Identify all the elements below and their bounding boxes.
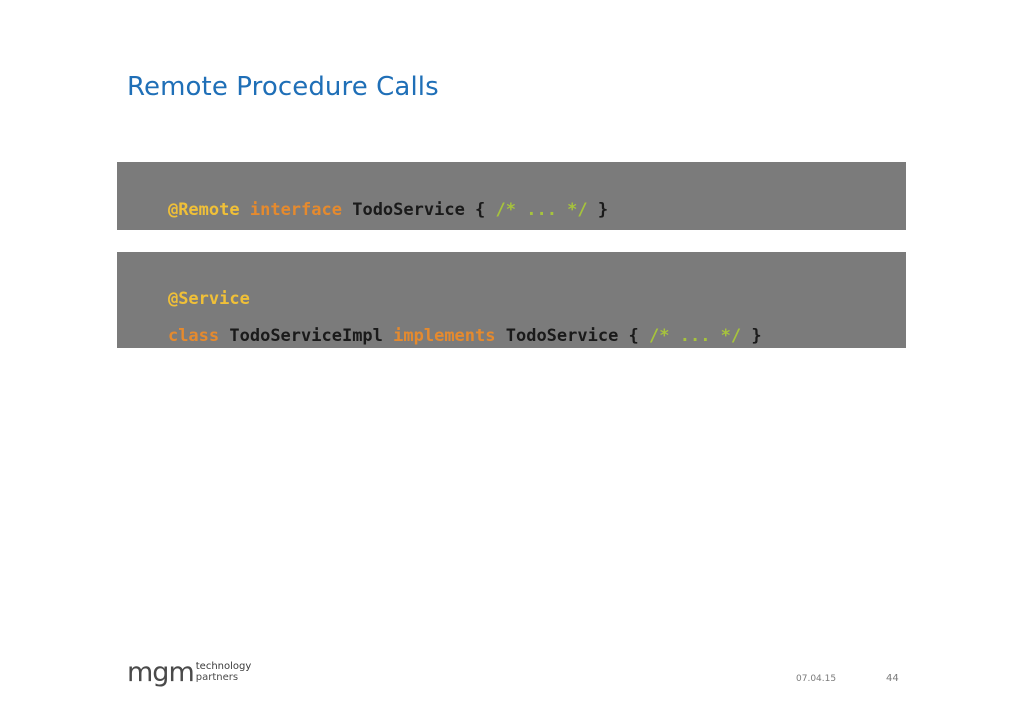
logo-line-partners: partners bbox=[195, 672, 239, 683]
code-token-comment: /* ... */ bbox=[495, 200, 588, 220]
code-token-plain: } bbox=[587, 200, 609, 220]
code-block-service-impl bbox=[117, 252, 906, 348]
logo-wordmark: mgm bbox=[127, 657, 194, 688]
page-number: 44 bbox=[886, 673, 899, 684]
code-line bbox=[127, 306, 762, 346]
code-token-plain bbox=[240, 200, 250, 220]
code-token-annotation: @Remote bbox=[167, 200, 240, 220]
code-token-plain: } bbox=[741, 326, 762, 346]
logo-subtitle bbox=[196, 661, 252, 683]
code-token-plain: TodoService { bbox=[495, 326, 650, 346]
code-token-keyword: class bbox=[167, 326, 220, 346]
footer-date: 07.04.15 bbox=[796, 674, 837, 684]
code-token-keyword: interface bbox=[249, 200, 342, 220]
slide-title: Remote Procedure Calls bbox=[127, 72, 439, 102]
logo-line-technology: technology bbox=[195, 661, 252, 672]
code-token-plain: TodoServiceImpl bbox=[219, 326, 394, 346]
code-line bbox=[127, 180, 609, 220]
code-token-plain: TodoService { bbox=[341, 200, 496, 220]
code-block-remote-interface bbox=[117, 162, 906, 230]
code-line bbox=[127, 269, 250, 309]
code-token-keyword: implements bbox=[393, 326, 496, 346]
code-token-comment: /* ... */ bbox=[649, 326, 742, 346]
code-token-annotation: @Service bbox=[167, 289, 250, 309]
company-logo bbox=[127, 656, 251, 686]
